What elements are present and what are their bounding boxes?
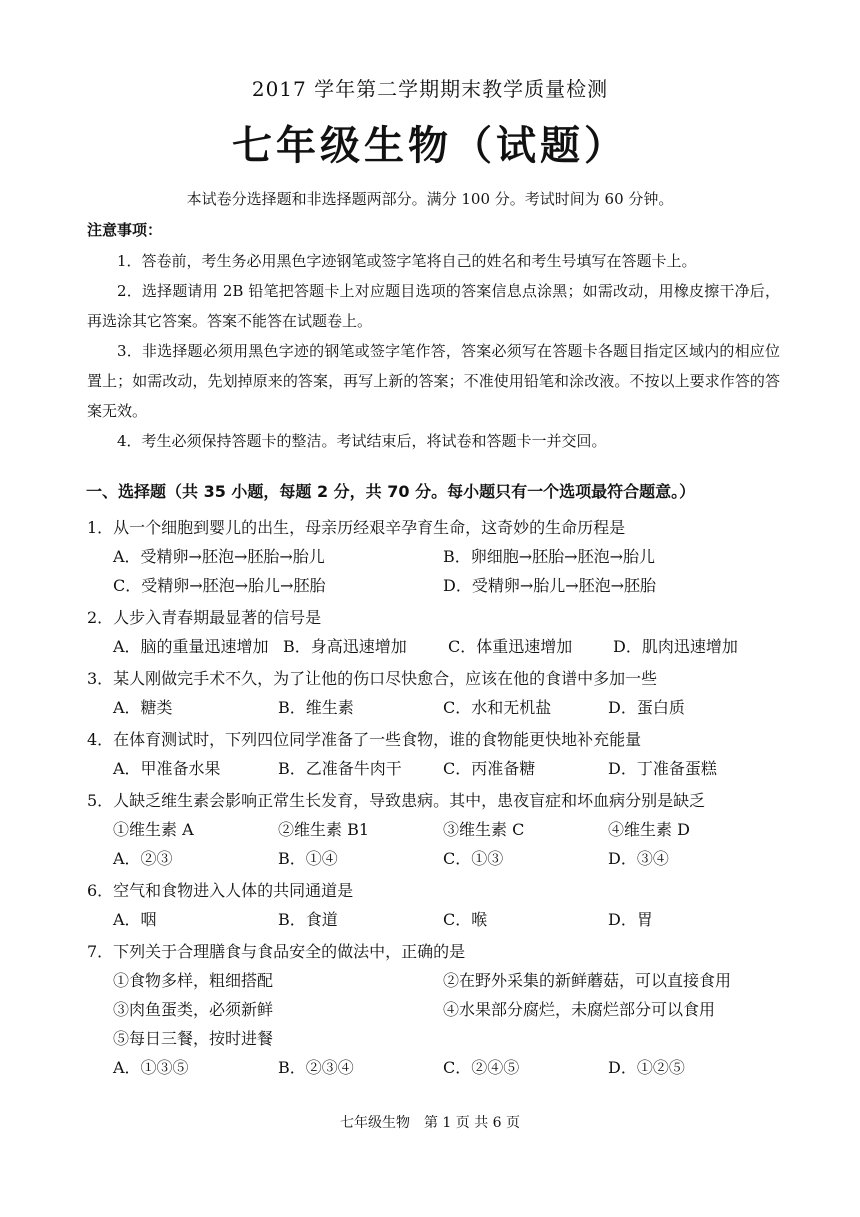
- question-stem: 2．人步入青春期最显著的信号是: [87, 608, 322, 627]
- option-group: [87, 1053, 787, 1082]
- option-d: D．胃: [608, 910, 653, 929]
- question-4: [87, 726, 787, 783]
- option-c: C．体重迅速增加: [448, 637, 573, 656]
- option-group: [87, 754, 787, 783]
- question-7: [87, 938, 787, 1082]
- option-a: A．受精卵→胚泡→胚胎→胎儿: [113, 547, 325, 566]
- option-c: C．①③: [443, 849, 504, 868]
- option-b: B．②③④: [278, 1058, 354, 1077]
- question-stem: 5．人缺乏维生素会影响正常生长发育，导致患病。其中，患夜盲症和坏血病分别是缺乏: [87, 791, 706, 810]
- option-b: B．身高迅速增加: [283, 637, 407, 656]
- option-c: C．②④⑤: [443, 1058, 520, 1077]
- option-group: [87, 632, 787, 661]
- option-a: A．①③⑤: [113, 1058, 189, 1077]
- item-group: [87, 815, 787, 844]
- option-c: C．丙准备糖: [443, 759, 536, 778]
- notice-item: 1．答卷前，考生务必用黑色字迹钢笔或签字笔将自己的姓名和考生号填写在答题卡上。: [117, 252, 697, 270]
- option-a: A．糖类: [113, 698, 173, 717]
- notice-item: 2．选择题请用 2B 铅笔把答题卡上对应题目选项的答案信息点涂黑；如需改动，用橡皮擦干净后，再选涂其它答案。答案不能答在试题卷上。: [87, 282, 780, 330]
- item-2: ②维生素 B1: [278, 820, 370, 839]
- option-a: A．脑的重量迅速增加: [113, 637, 269, 656]
- option-c: C．受精卵→胚泡→胎儿→胚胎: [113, 576, 326, 595]
- section-heading: 一、选择题（共 35 小题，每题 2 分，共 70 分。每小题只有一个选项最符合题意。）: [86, 482, 696, 501]
- option-a: A．甲准备水果: [113, 759, 221, 778]
- option-group: [87, 542, 787, 600]
- question-stem: 6．空气和食物进入人体的共同通道是: [87, 881, 354, 900]
- option-d: D．③④: [608, 849, 669, 868]
- option-group: [87, 905, 787, 934]
- question-stem: 1．从一个细胞到婴儿的出生，母亲历经艰辛孕育生命，这奇妙的生命历程是: [87, 518, 626, 537]
- option-a: A．②③: [113, 849, 173, 868]
- question-2: [87, 604, 787, 661]
- option-c: C．喉: [443, 910, 488, 929]
- exam-subtitle: 2017 学年第二学期期末教学质量检测: [251, 77, 609, 101]
- exam-intro: 本试卷分选择题和非选择题两部分。满分 100 分。考试时间为 60 分钟。: [186, 190, 674, 208]
- item-1: ①维生素 A: [113, 820, 194, 839]
- question-6: [87, 877, 787, 934]
- question-1: [87, 514, 787, 600]
- item-4: ④维生素 D: [608, 820, 690, 839]
- item-5: ⑤每日三餐，按时进餐: [113, 1029, 274, 1048]
- option-b: B．食道: [278, 910, 338, 929]
- page-footer: 七年级生物 第 1 页 共 6 页: [339, 1115, 521, 1131]
- question-5: [87, 787, 787, 873]
- option-b: B．①④: [278, 849, 338, 868]
- notice-item: 3．非选择题必须用黑色字迹的钢笔或签字笔作答，答案必须写在答题卡各题目指定区域内的相应位置上；如需改动，先划掉原来的答案，再写上新的答案；不准使用铅笔和涂改液。不按以上要求作答的答案无效。: [87, 342, 780, 420]
- option-a: A．咽: [113, 910, 157, 929]
- option-group: [87, 844, 787, 873]
- item-group: [87, 966, 787, 1053]
- item-3: ③肉鱼蛋类，必须新鲜: [113, 1000, 274, 1019]
- item-3: ③维生素 C: [443, 820, 525, 839]
- question-stem: 3．某人刚做完手术不久，为了让他的伤口尽快愈合，应该在他的食谱中多加一些: [87, 669, 658, 688]
- question-stem: 7．下列关于合理膳食与食品安全的做法中，正确的是: [87, 942, 466, 961]
- option-d: D．丁准备蛋糕: [608, 759, 717, 778]
- question-3: [87, 665, 787, 722]
- notice-item: 4．考生必须保持答题卡的整洁。考试结束后，将试卷和答题卡一并交回。: [117, 432, 607, 450]
- option-d: D．蛋白质: [608, 698, 685, 717]
- option-c: C．水和无机盐: [443, 698, 552, 717]
- question-stem: 4．在体育测试时，下列四位同学准备了一些食物，谁的食物能更快地补充能量: [87, 730, 642, 749]
- option-d: D．肌肉迅速增加: [613, 637, 738, 656]
- question-list: [87, 514, 787, 1086]
- option-d: D．受精卵→胎儿→胚泡→胚胎: [443, 576, 657, 595]
- option-b: B．维生素: [278, 698, 354, 717]
- item-4: ④水果部分腐烂，未腐烂部分可以食用: [443, 1000, 716, 1019]
- notice-title: 注意事项：: [87, 221, 163, 239]
- option-b: B．乙准备牛肉干: [278, 759, 402, 778]
- notice-list: [87, 246, 780, 456]
- exam-title: 七年级生物（试题）: [232, 123, 628, 169]
- option-b: B．卵细胞→胚胎→胚泡→胎儿: [443, 547, 655, 566]
- option-group: [87, 693, 787, 722]
- option-d: D．①②⑤: [608, 1058, 685, 1077]
- item-1: ①食物多样，粗细搭配: [113, 971, 274, 990]
- item-2: ②在野外采集的新鲜蘑菇，可以直接食用: [443, 971, 732, 990]
